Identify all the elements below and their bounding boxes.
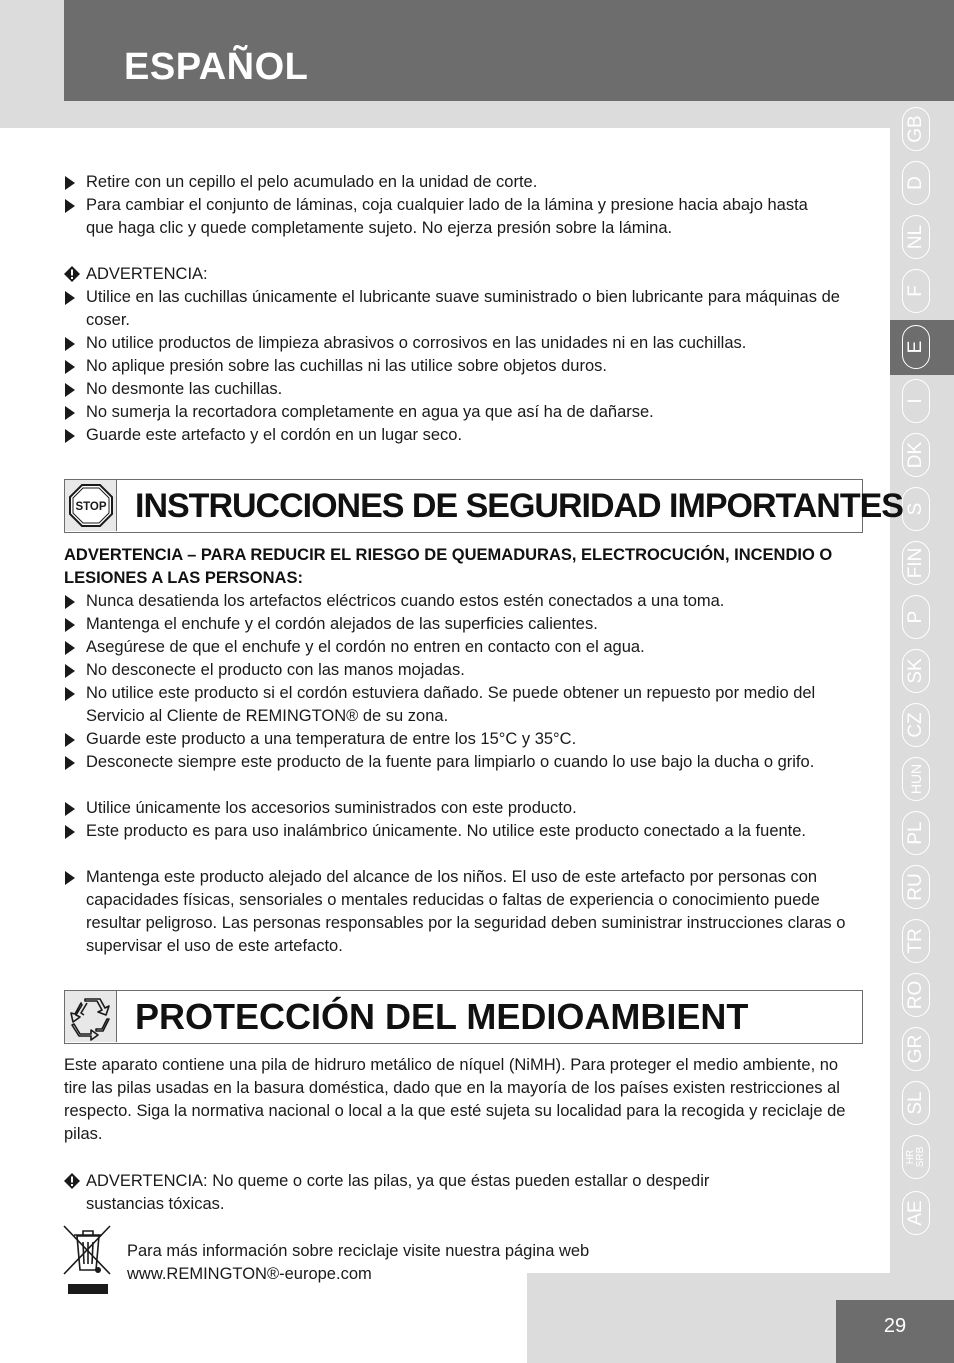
language-tab-s[interactable]: S — [902, 487, 930, 531]
list-item: Este producto es para uso inalámbrico únicamente. No utilice este producto conectado a la fuente. — [64, 820, 809, 843]
recycling-website-link[interactable]: www.REMINGTON®-europe.com — [127, 1265, 372, 1283]
language-tab-nl[interactable]: NL — [902, 215, 930, 259]
language-tabs — [890, 101, 954, 1301]
list-item: Utilice en las cuchillas únicamente el lubricante suave suministrado o bien lubricante para máquinas de coser. — [64, 286, 864, 332]
safety-section-header — [64, 479, 903, 533]
safety-warning-heading: ADVERTENCIA – PARA REDUCIR EL RIESGO DE QUEMADURAS, ELECTROCUCIÓN, INCENDIO O LESIONES A LAS PERSONAS: — [64, 546, 833, 587]
page-number: 29 — [883, 1315, 907, 1337]
crossed-bin-icon — [62, 1224, 112, 1296]
language-tab-gr[interactable]: GR — [902, 1027, 930, 1071]
language-tab-ae[interactable]: AE — [902, 1191, 930, 1235]
environment-paragraph: Este aparato contiene una pila de hidruro metálico de níquel (NiMH). Para proteger el medio ambiente, no tire las pilas usadas en la basura doméstica, dado que en la mayoría de los países existen restricciones al respecto. Siga la normativa nacional o local a la que esté sujeta su localidad para la recogida y reciclaje de pilas. — [64, 1056, 846, 1143]
language-tab-fin[interactable]: FIN — [902, 541, 930, 585]
list-item: Guarde este producto a una temperatura de entre los 15°C y 35°C. — [64, 728, 864, 751]
recycle-icon — [65, 991, 117, 1042]
language-tab-ro[interactable]: RO — [902, 973, 930, 1017]
list-item: Nunca desatienda los artefactos eléctricos cuando estos estén conectados a una toma. — [64, 590, 864, 613]
language-tab-hr-srb[interactable]: HR SRB — [902, 1135, 930, 1179]
list-item: Retire con un cepillo el pelo acumulado en la unidad de corte. — [64, 171, 864, 194]
language-tab-d[interactable]: D — [902, 161, 930, 205]
language-tab-i[interactable]: I — [902, 379, 930, 423]
header-bar — [64, 0, 954, 101]
environment-warning — [64, 1170, 784, 1216]
warning-label: ADVERTENCIA: — [86, 265, 208, 283]
recycling-info-line: Para más información sobre reciclaje visite nuestra página web — [127, 1242, 590, 1260]
warning-diamond-icon — [64, 266, 80, 282]
list-item: No utilice este producto si el cordón estuviera dañado. Se puede obtener un repuesto por medio del Servicio al Cliente de REMINGTON® de su zona. — [64, 682, 864, 728]
list-item: Utilice únicamente los accesorios suministrados con este producto. — [64, 797, 864, 820]
language-tab-e[interactable]: E — [902, 325, 930, 369]
stop-sign-icon — [65, 480, 117, 531]
list-item: Asegúrese de que el enchufe y el cordón no entren en contacto con el agua. — [64, 636, 864, 659]
list-item: No sumerja la recortadora completamente en agua ya que así ha de dañarse. — [64, 401, 864, 424]
list-item: No desconecte el producto con las manos mojadas. — [64, 659, 864, 682]
list-item: Mantenga el enchufe y el cordón alejados de las superficies calientes. — [64, 613, 864, 636]
language-tab-f[interactable]: F — [902, 269, 930, 313]
language-tab-tr[interactable]: TR — [902, 919, 930, 963]
language-tab-p[interactable]: P — [902, 595, 930, 639]
list-item: Para cambiar el conjunto de láminas, coja cualquier lado de la lámina y presione hacia abajo hasta que haga clic y quede completamente sujeto. No ejerza presión sobre la lámina. — [64, 194, 824, 240]
environment-warning-text: ADVERTENCIA: No queme o corte las pilas, ya que éstas pueden estallar o despedir sustancias tóxicas. — [86, 1172, 710, 1213]
warning-label-row — [64, 263, 864, 286]
language-tab-sk[interactable]: SK — [902, 649, 930, 693]
list-item: No desmonte las cuchillas. — [64, 378, 864, 401]
section-title: PROTECCIÓN DEL MEDIOAMBIENT — [135, 996, 749, 1037]
list-item: Desconecte siempre este producto de la fuente para limpiarlo o cuando lo use bajo la ducha o grifo. — [64, 751, 824, 774]
page-title: ESPAÑOL — [124, 46, 309, 88]
list-item: No utilice productos de limpieza abrasivos o corrosivos en las unidades ni en las cuchillas. — [64, 332, 864, 355]
list-item: Mantenga este producto alejado del alcance de los niños. El uso de este artefacto por personas con capacidades físicas, sensoriales o mentales reducidas o faltas de experiencia o conocimiento puede resultar peligroso. Las personas responsables por la seguridad deben suministrar instrucciones claras o supervisar el uso de este artefacto. — [64, 866, 854, 958]
language-tab-dk[interactable]: DK — [902, 433, 930, 477]
language-tab-sl[interactable]: SL — [902, 1081, 930, 1125]
environment-section-header — [64, 990, 863, 1044]
language-tab-gb[interactable]: GB — [902, 107, 930, 151]
language-tab-hun[interactable]: HUN — [902, 757, 930, 801]
list-item: Guarde este artefacto y el cordón en un lugar seco. — [64, 424, 864, 447]
section-title: INSTRUCCIONES DE SEGURIDAD IMPORTANTES — [135, 487, 903, 525]
page-number-box — [836, 1300, 954, 1363]
language-tab-pl[interactable]: PL — [902, 811, 930, 855]
list-item: No aplique presión sobre las cuchillas ni las utilice sobre objetos duros. — [64, 355, 864, 378]
stop-sign-label: STOP — [75, 501, 107, 513]
language-tab-cz[interactable]: CZ — [902, 703, 930, 747]
language-tab-ru[interactable]: RU — [902, 865, 930, 909]
warning-diamond-icon — [64, 1173, 80, 1189]
